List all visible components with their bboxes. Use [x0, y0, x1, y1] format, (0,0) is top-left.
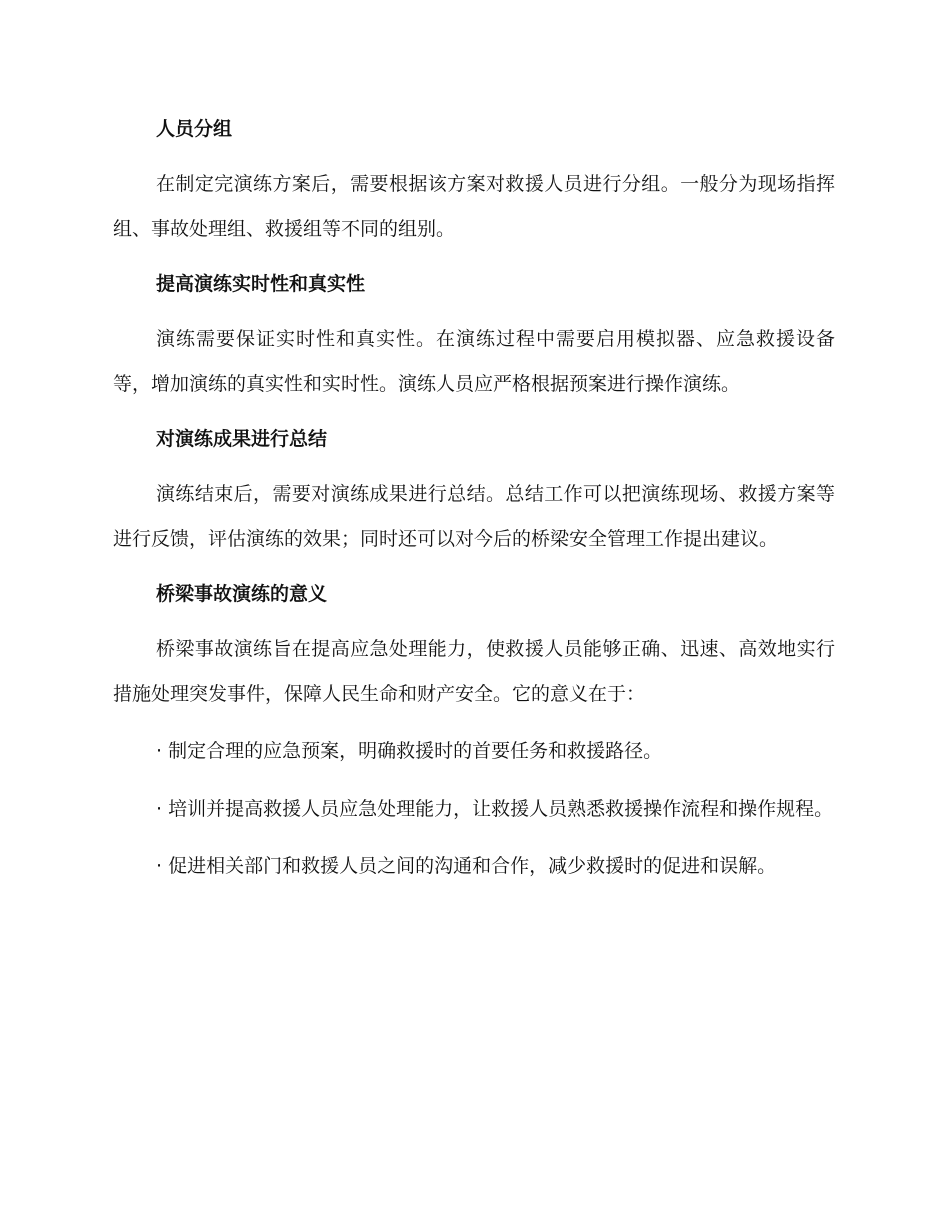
section-heading-personnel-grouping: 人员分组 — [156, 118, 233, 140]
bullet-item: · 制定合理的应急预案，明确救援时的首要任务和救援路径。 — [156, 740, 663, 762]
section-heading-realism: 提高演练实时性和真实性 — [156, 273, 366, 295]
paragraph: 桥梁事故演练旨在提高应急处理能力，使救援人员能够正确、迅速、高效地实行措施处理突发事件，保障人民生命和财产安全。它的意义在于： — [113, 638, 835, 705]
paragraph: 演练需要保证实时性和真实性。在演练过程中需要启用模拟器、应急救援设备等，增加演练的真实性和实时性。演练人员应严格根据预案进行操作演练。 — [113, 328, 835, 395]
document-body — [113, 109, 835, 902]
paragraph: 演练结束后，需要对演练成果进行总结。总结工作可以把演练现场、救援方案等进行反馈，评估演练的效果；同时还可以对今后的桥梁安全管理工作提出建议。 — [113, 483, 835, 550]
section-heading-significance: 桥梁事故演练的意义 — [156, 583, 328, 605]
bullet-item: · 促进相关部门和救援人员之间的沟通和合作，减少救援时的促进和误解。 — [156, 855, 777, 877]
paragraph: 在制定完演练方案后，需要根据该方案对救援人员进行分组。一般分为现场指挥组、事故处理组、救援组等不同的组别。 — [113, 173, 835, 240]
bullet-item: · 培训并提高救援人员应急处理能力，让救援人员熟悉救援操作流程和操作规程。 — [156, 797, 834, 820]
section-heading-summary: 对演练成果进行总结 — [156, 428, 328, 450]
